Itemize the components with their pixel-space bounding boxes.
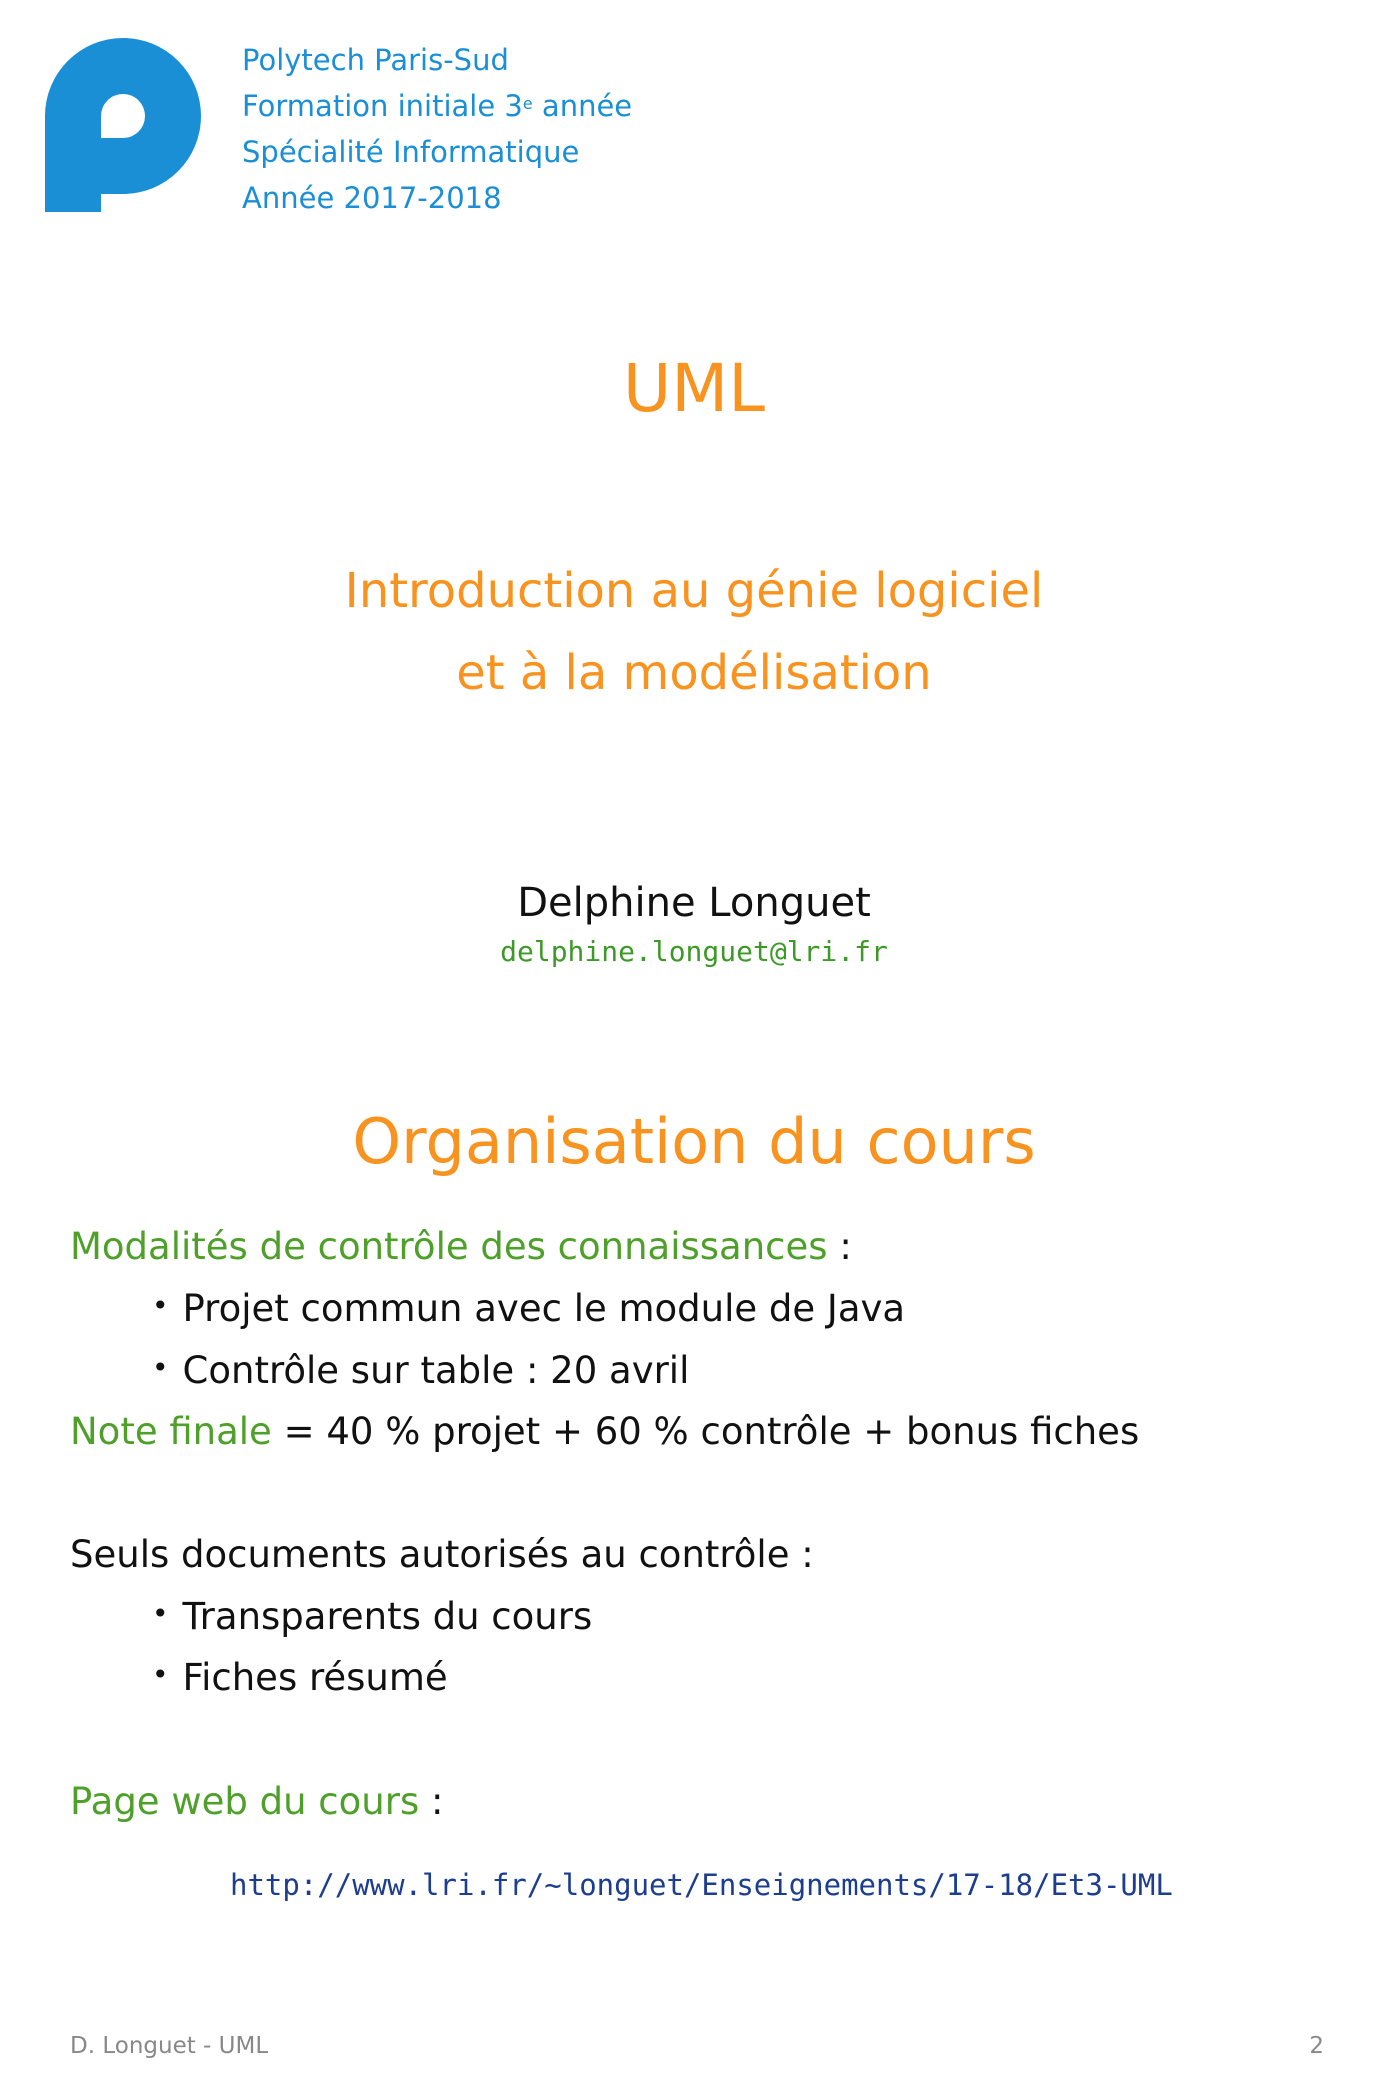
bullet-icon: • xyxy=(152,1289,169,1322)
slide-heading: Organisation du cours xyxy=(352,1105,1036,1178)
bullet-icon: • xyxy=(152,1351,169,1384)
list-item: • Contrôle sur table : 20 avril xyxy=(152,1349,690,1392)
specialty-name: Spécialité Informatique xyxy=(242,135,580,169)
web-page-label: Page web du cours : xyxy=(70,1780,444,1823)
final-grade: Note finale = 40 % projet + 60 % contrôle + bonus fiches xyxy=(70,1410,1140,1453)
list-item: • Projet commun avec le module de Java xyxy=(152,1287,906,1330)
allowed-documents-label: Seuls documents autorisés au contrôle : xyxy=(70,1533,814,1576)
academic-year: Année 2017-2018 xyxy=(242,181,502,215)
list-item: • Fiches résumé xyxy=(152,1656,448,1699)
program-name: Formation initiale 3e année xyxy=(242,89,633,123)
course-title: UML xyxy=(622,350,766,427)
mcc-label: Modalités de contrôle des connaissances : xyxy=(70,1225,852,1268)
institution-name: Polytech Paris-Sud xyxy=(242,43,509,77)
polytech-logo-icon xyxy=(40,38,206,212)
page-number: 2 xyxy=(1309,2033,1324,2059)
list-item: • Transparents du cours xyxy=(152,1595,593,1638)
footer-author: D. Longuet - UML xyxy=(70,2033,269,2059)
course-url-link[interactable]: http://www.lri.fr/~longuet/Enseignements/17-18/Et3-UML xyxy=(230,1868,1173,1902)
course-subtitle: Introduction au génie logiciel et à la modélisation xyxy=(344,563,1044,701)
author-name: Delphine Longuet xyxy=(517,880,871,926)
bullet-icon: • xyxy=(152,1597,169,1630)
bullet-icon: • xyxy=(152,1658,169,1691)
author-email[interactable]: delphine.longuet@lri.fr xyxy=(500,935,888,968)
